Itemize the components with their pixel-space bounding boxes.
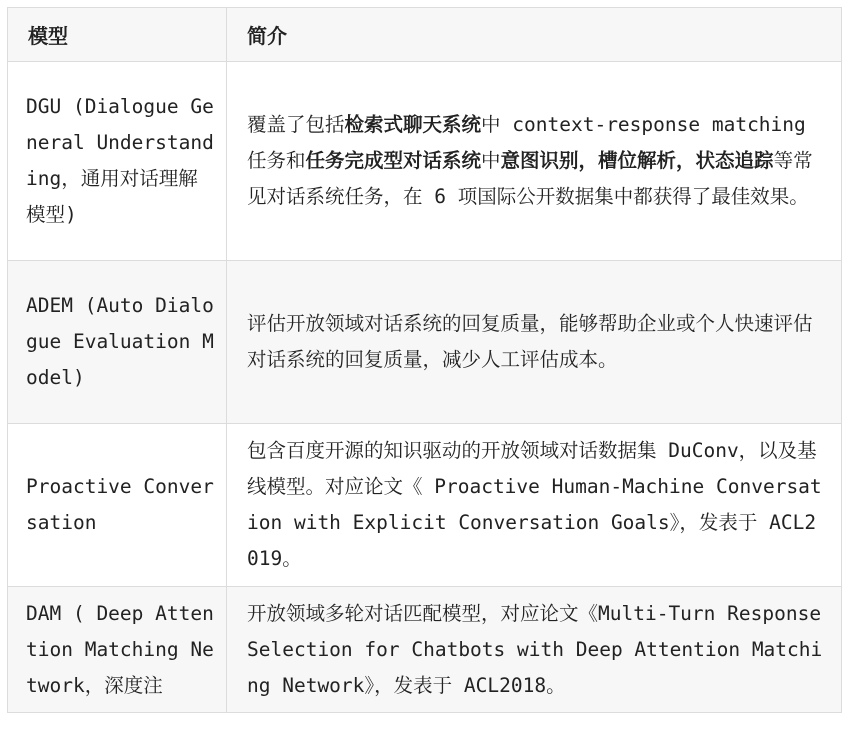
model-name-cell: DGU (Dialogue General Understanding，通用对话理解模型) [8,62,227,261]
table-row [8,424,842,587]
table-row [8,587,842,713]
description-text: 开放领域多轮对话匹配模型，对应论文《Multi-Turn Response Selection for Chatbots with Deep Attention Matching Network》，发表于 ACL2018。 [247,601,823,697]
model-name-text: DAM ( Deep Attention Matching Network，深度注 [26,601,214,697]
column-header-intro: 简介 [227,8,842,62]
description-text: 等常见对话系统任务，在 6 项国际公开数据集中都获得了最佳效果。 [247,149,813,208]
column-header-model: 模型 [8,8,227,62]
table-row [8,62,842,261]
description-bold-text: 意图识别，槽位解析，状态追踪 [500,149,774,172]
description-text: 包含百度开源的知识驱动的开放领域对话数据集 DuConv，以及基线模型。对应论文《 Proactive Human-Machine Conversation with Explicit Conversation Goals》，发表于 ACL2019。 [247,439,822,570]
model-name-cell: Proactive Conversation [8,424,227,587]
model-description-cell [227,62,842,261]
table-header-row [8,8,842,62]
table-row [8,261,842,424]
model-description-cell [227,424,842,587]
description-bold-text: 任务完成型对话系统 [305,149,482,172]
description-text: 评估开放领域对话系统的回复质量，能够帮助企业或个人快速评估对话系统的回复质量，减少人工评估成本。 [247,312,813,371]
description-text: 中 context-response matching 任务和 [247,113,806,172]
description-bold-text: 检索式聊天系统 [344,113,482,136]
description-text: 覆盖了包括 [247,113,345,136]
model-name-cell [8,587,227,713]
model-name-cell: ADEM (Auto Dialogue Evaluation Model) [8,261,227,424]
model-description-cell [227,587,842,713]
description-text: 中 [481,149,501,172]
model-description-cell [227,261,842,424]
models-table [7,7,842,713]
